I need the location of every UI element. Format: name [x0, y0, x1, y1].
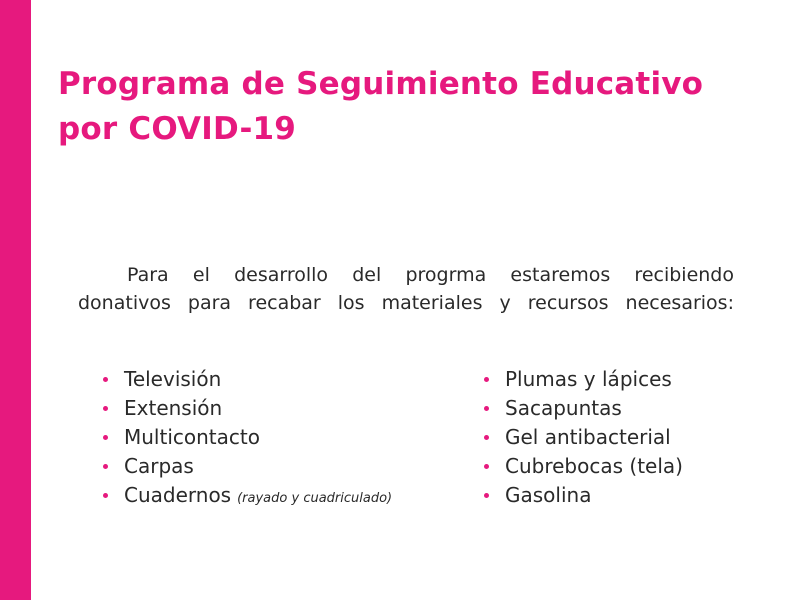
bullet-icon — [103, 493, 108, 498]
materials-list-left — [101, 365, 392, 513]
list-item — [482, 394, 683, 423]
list-item-label: Televisión — [124, 367, 222, 391]
list-item-label: Plumas y lápices — [505, 367, 672, 391]
list-item-label: Gasolina — [505, 483, 592, 507]
bullet-icon — [103, 435, 108, 440]
page-title — [58, 62, 703, 152]
bullet-icon — [103, 406, 108, 411]
bullet-icon — [484, 406, 489, 411]
list-item-label: Cuadernos — [124, 483, 232, 507]
intro-paragraph — [78, 261, 734, 317]
title-line-1: Programa de Seguimiento Educativo — [58, 66, 704, 102]
list-item-label: Sacapuntas — [505, 396, 622, 420]
list-item — [101, 394, 392, 423]
title-line-2: por COVID-19 — [58, 111, 297, 147]
list-item — [101, 481, 392, 513]
left-accent-bar — [0, 0, 31, 600]
list-item — [482, 452, 683, 481]
list-item — [482, 423, 683, 452]
bullet-icon — [484, 377, 489, 382]
bullet-icon — [484, 435, 489, 440]
list-item-label: Extensión — [124, 396, 223, 420]
bullet-icon — [103, 377, 108, 382]
bullet-icon — [484, 493, 489, 498]
materials-list-right — [482, 365, 683, 510]
list-item-label: Cubrebocas (tela) — [505, 454, 683, 478]
list-item-label: Gel antibacterial — [505, 425, 671, 449]
list-item — [482, 481, 683, 510]
list-item-label: Carpas — [124, 454, 194, 478]
intro-line-1: Para el desarrollo del progrma estaremos recibiendo — [127, 264, 734, 286]
list-item-label: Multicontacto — [124, 425, 260, 449]
list-item — [101, 452, 392, 481]
list-item-note: (rayado y cuadriculado) — [237, 491, 393, 506]
list-item — [101, 423, 392, 452]
intro-line-2: donativos para recabar los materiales y recursos necesarios: — [78, 292, 734, 314]
list-item — [482, 365, 683, 394]
bullet-icon — [103, 464, 108, 469]
list-item — [101, 365, 392, 394]
bullet-icon — [484, 464, 489, 469]
